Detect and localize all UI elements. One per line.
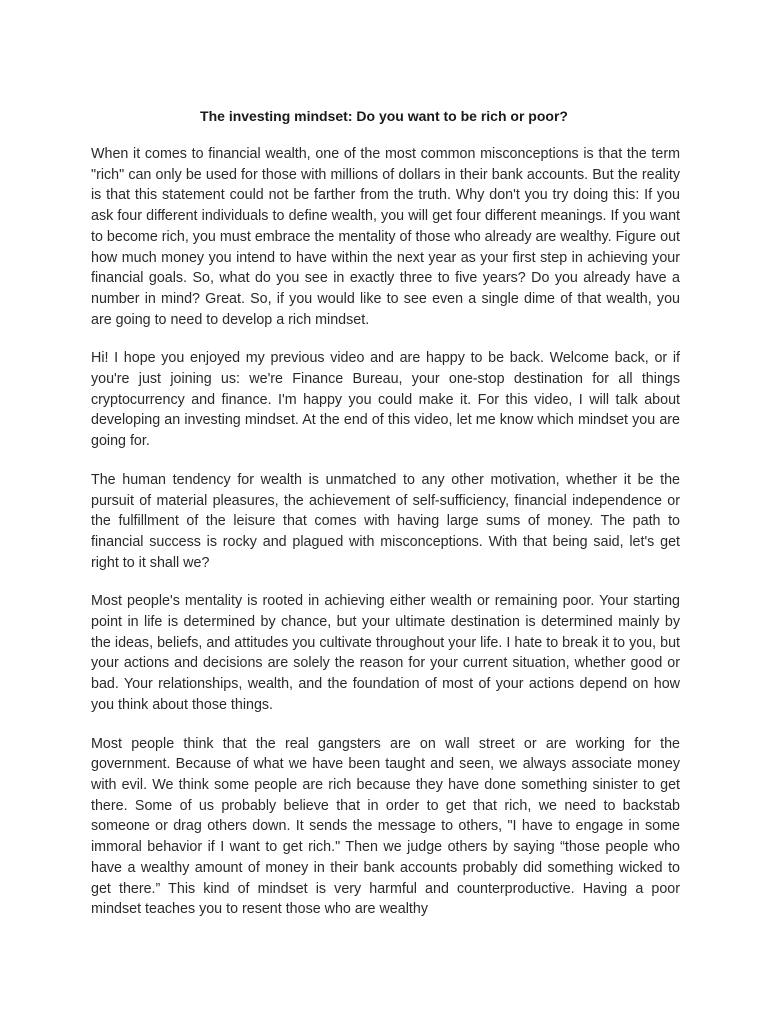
paragraph-mentality: Most people's mentality is rooted in achieving either wealth or remaining poor. Your starting point in life is determined by chance, but your ultimate destination is determined mainly by the ideas, beliefs, and attitudes you cultivate throughout your life. I hate to break it to you, but your actions and decisions are solely the reason for your current situation, whether good or bad. Your relationships, wealth, and the foundation of most of your actions depend on how you think about those things.: [91, 593, 680, 713]
paragraph-intro: When it comes to financial wealth, one of the most common misconceptions is that the term "rich" can only be used for those with millions of dollars in their bank accounts. But the reality is that this statement could not be farther from the truth. Why don't you try doing this: If you ask four different individuals to define wealth, you will get four different meanings. If you want to become rich, you must embrace the mentality of those who already are wealthy. Figure out how much money you intend to have within the next year as your first step in achieving your financial goals. So, what do you see in exactly three to five years? Do you already have a number in mind? Great. So, if you would like to see even a single dime of that wealth, you are going to need to develop a rich mindset.: [91, 146, 680, 328]
document-title: The investing mindset: Do you want to be rich or poor?: [200, 108, 568, 124]
document-body: [91, 144, 680, 938]
paragraph-wealth-tendency: The human tendency for wealth is unmatched to any other motivation, whether it be the pursuit of material pleasures, the achievement of self-sufficiency, financial independence or the fulfillment of the leisure that comes with having large sums of money. The path to financial success is rocky and plagued with misconceptions. With that being said, let's get right to it shall we?: [91, 471, 680, 571]
paragraph-greeting: Hi! I hope you enjoyed my previous video and are happy to be back. Welcome back, or if you're just joining us: we're Finance Bureau, your one-stop destination for all things cryptocurrency and finance. I'm happy you could make it. For this video, I will talk about developing an investing mindset. At the end of this video, let me know which mindset you are going for.: [91, 350, 680, 450]
paragraph-gangsters: Most people think that the real gangsters are on wall street or are working for the government. Because of what we have been taught and seen, we always associate money with evil. We think some people are rich because they have done something sinister to get there. Some of us probably believe that in order to get that rich, we need to backstab someone or drag others down. It sends the message to others, "I have to engage in some immoral behavior if I want to get rich." Then we judge others by saying “those people who have a wealthy amount of money in their bank accounts probably did something wicked to get there.” This kind of mindset is very harmful and counterproductive. Having a poor mindset teaches you to resent those who are wealthy: [91, 735, 680, 918]
